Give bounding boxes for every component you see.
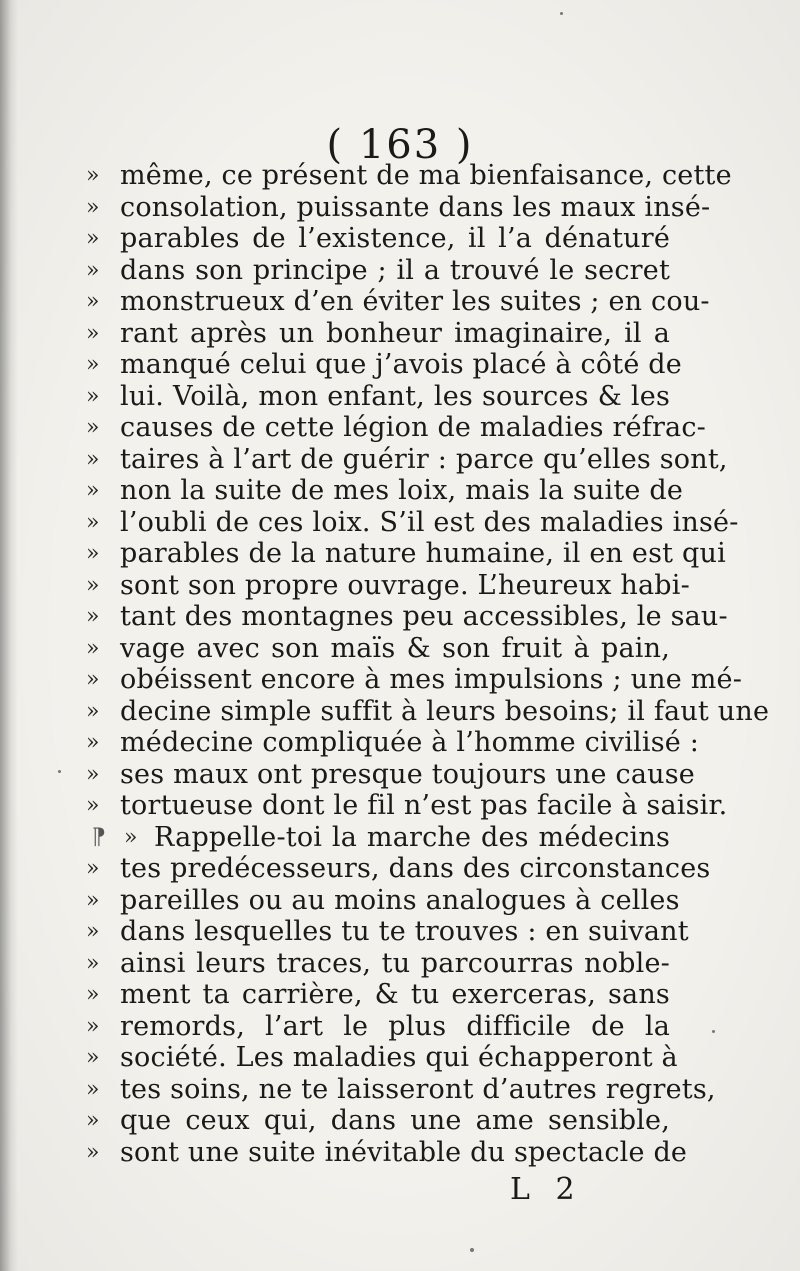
line-text: tes soins, ne te laisseront d’autres regrets, (120, 1074, 716, 1105)
text-line (86, 601, 728, 633)
line-text: tes predécesseurs, dans des circonstances (120, 853, 711, 884)
text-line (86, 318, 676, 350)
line-text: ses maux ont presque toujours une cause (120, 759, 695, 790)
line-text: parables de l’existence, il l’a dénaturé (120, 223, 670, 254)
signature-mark: L 2 (510, 1172, 583, 1207)
page-binding-edge (0, 0, 18, 1271)
quote-mark: » (86, 793, 100, 818)
line-text: dans lesquelles tu te trouves : en suivant (120, 916, 689, 947)
text-line (86, 696, 770, 728)
text-line (86, 1042, 676, 1074)
quote-mark: » (86, 667, 100, 692)
text-line (86, 286, 710, 318)
quote-mark: » (86, 1045, 100, 1070)
text-line (86, 885, 680, 917)
text-line (86, 664, 743, 696)
text-line (86, 160, 732, 192)
text-line (86, 1074, 716, 1106)
line-text: que ceux qui, dans une ame sensible, (120, 1105, 670, 1136)
line-text: société. Les maladies qui échapperont à (120, 1042, 678, 1073)
text-line (86, 1105, 676, 1137)
line-text: parables de la nature humaine, il en est qui (120, 538, 726, 569)
line-text: même, ce présent de ma bienfaisance, cette (120, 160, 732, 191)
line-text: lui. Voilà, mon enfant, les sources & les (120, 381, 670, 412)
line-text: l’oubli de ces loix. S’il est des maladies insé- (120, 507, 739, 538)
quote-mark: » (86, 258, 100, 283)
line-text: taires à l’art de guérir : parce qu’elles sont, (120, 444, 728, 475)
quote-mark: » (86, 510, 100, 535)
quote-mark: » (86, 447, 100, 472)
text-line (86, 381, 676, 413)
text-line (86, 633, 676, 665)
line-text: manqué celui que j’avois placé à côté de (120, 349, 682, 380)
quote-mark: » (86, 762, 100, 787)
line-text: decine simple suffit à leurs besoins; il faut une (120, 696, 770, 727)
text-line (86, 349, 682, 381)
quote-mark: » (86, 951, 100, 976)
text-line (86, 979, 676, 1011)
text-line (86, 853, 711, 885)
line-text: médecine compliquée à l’homme civilisé : (120, 727, 700, 758)
text-line (86, 255, 676, 287)
quote-mark: » (86, 604, 100, 629)
line-text: monstrueux d’en éviter les suites ; en cou- (120, 286, 710, 317)
text-line (86, 412, 706, 444)
text-line (86, 790, 728, 822)
text-line (86, 822, 676, 854)
line-text: tortueuse dont le fil n’est pas facile à saisir. (120, 790, 728, 821)
quote-mark: » (86, 352, 100, 377)
text-line (86, 916, 689, 948)
line-text: vage avec son maïs & son fruit à pain, (120, 633, 670, 664)
paper-speck (58, 770, 61, 773)
quote-mark: » (86, 1014, 100, 1039)
quote-mark: » (86, 478, 100, 503)
text-line (86, 1011, 676, 1043)
paragraph-mark-icon: ⁋ (92, 825, 106, 850)
line-text: remords, l’art le plus difficile de la (120, 1011, 670, 1042)
paper-speck (470, 1248, 474, 1252)
line-text: sont son propre ouvrage. L’heureux habi- (120, 570, 690, 601)
quote-mark: » (86, 856, 100, 881)
quote-mark: » (86, 163, 100, 188)
line-text: dans son principe ; il a trouvé le secret (120, 255, 670, 286)
quote-mark: » (86, 321, 100, 346)
line-text: ment ta carrière, & tu exerceras, sans (120, 979, 670, 1010)
line-text: pareilles ou au moins analogues à celles (120, 885, 680, 916)
quote-mark: » (86, 982, 100, 1007)
quote-mark: » (86, 195, 100, 220)
text-line (86, 1137, 688, 1169)
quote-mark: » (86, 415, 100, 440)
text-line (86, 507, 739, 539)
line-text: Rappelle-toi la marche des médecins (154, 822, 670, 853)
line-text: rant après un bonheur imaginaire, il a (120, 318, 670, 349)
line-text: non la suite de mes loix, mais la suite de (120, 475, 684, 506)
quote-mark: » (86, 699, 100, 724)
quote-mark: » (86, 1108, 100, 1133)
line-text: consolation, puissante dans les maux insé- (120, 192, 711, 223)
text-line (86, 192, 711, 224)
text-line (86, 444, 728, 476)
line-text: sont une suite inévitable du spectacle de (120, 1137, 688, 1168)
quote-mark: » (86, 573, 100, 598)
quote-mark: » (86, 541, 100, 566)
text-line (86, 475, 684, 507)
quote-mark: » (86, 636, 100, 661)
text-line (86, 759, 695, 791)
text-line (86, 538, 726, 570)
line-text: tant des montagnes peu accessibles, le sau- (120, 601, 728, 632)
quote-mark: » (124, 825, 138, 850)
paper-speck (560, 12, 563, 15)
text-line (86, 727, 700, 759)
line-text: ainsi leurs traces, tu parcourras noble- (120, 948, 670, 979)
quote-mark: » (86, 226, 100, 251)
quote-mark: » (86, 1140, 100, 1165)
line-text: obéissent encore à mes impulsions ; une mé- (120, 664, 743, 695)
text-line (86, 948, 676, 980)
quote-mark: » (86, 730, 100, 755)
quote-mark: » (86, 919, 100, 944)
text-line (86, 223, 676, 255)
quote-mark: » (86, 384, 100, 409)
paper-speck (712, 1030, 715, 1033)
quote-mark: » (86, 289, 100, 314)
text-line (86, 570, 690, 602)
line-text: causes de cette légion de maladies réfrac- (120, 412, 706, 443)
quote-mark: » (86, 1077, 100, 1102)
page-number: ( 163 ) (326, 122, 474, 168)
quote-mark: » (86, 888, 100, 913)
